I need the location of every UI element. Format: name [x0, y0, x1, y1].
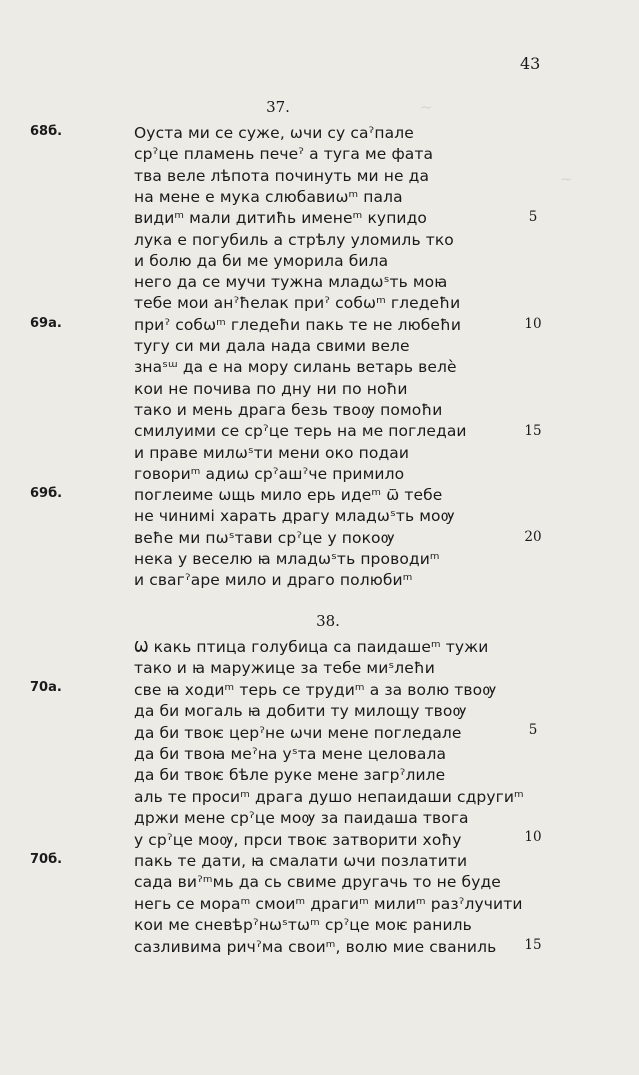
- poem-line: пакь те дати, ꙗ смалати ѡчи позлатити: [134, 852, 468, 870]
- poem-line: смилуими се срˀце терь на ме погледаи: [134, 422, 467, 441]
- poem-line: и болю да би ме уморила била: [134, 251, 389, 270]
- poem-line: Ѡ какь птица голубица са паидашеᵐ тужи: [134, 638, 489, 656]
- poem-line: него да се мучи тужна младѡˢть моꙗ: [134, 273, 448, 292]
- line-number: 5: [528, 722, 538, 738]
- poem-line: сазливима ричˀма своиᵐ, волю мие сваниль: [134, 937, 497, 956]
- bleed-through-text: ~ ~: [420, 98, 573, 188]
- line-number: 15: [524, 423, 542, 439]
- poem-line: нека у веселю ꙗ младѡˢть проводиᵐ: [134, 550, 440, 568]
- poem-line: поглеиме ѡщь мило ерь идеᵐ ѿ тебе: [134, 486, 443, 505]
- folio-marker: 69а.: [30, 316, 62, 331]
- poem-line: и праве милѡˢти мени око подаи: [134, 443, 410, 462]
- poem-line: кои не почива по дну ни по ноħи: [134, 379, 408, 398]
- poem-line: све ꙗ ходиᵐ терь се трудиᵐ а за волю твоѹ: [134, 680, 497, 699]
- poem-line: видиᵐ мали дитиħь именеᵐ купидо: [134, 209, 428, 228]
- poem-line: да би могаль ꙗ добити ту милощу твоѹ: [134, 702, 467, 721]
- page-number: 43: [520, 54, 541, 73]
- poem-number: 37.: [266, 98, 290, 116]
- poem-line: веħе ми пѡˢтави срˀце у покоѹ: [134, 528, 395, 547]
- poem-line: знаˢᵚ да е на мору силань ветарь велѐ: [134, 358, 457, 377]
- line-number: 10: [524, 829, 542, 845]
- folio-marker: 69б.: [30, 486, 63, 501]
- poem-line: Оуста ми се суже, ѡчи су саˀпале: [134, 124, 414, 142]
- poem-line: да би твоꙗ меˀна уˢта мене целовала: [134, 745, 447, 763]
- line-number: 20: [524, 529, 542, 545]
- poem-line: срˀце пламень печеˀ а туга ме фата: [134, 145, 434, 164]
- poem-line: тако и ꙗ маружице за тебе миˢлеħи: [134, 659, 435, 678]
- poem-line: лука е погубиль а стрѣлу уломиль тко: [134, 230, 454, 249]
- line-number: 10: [524, 316, 542, 332]
- poem-line: држи мене срˀце моѹ за паидаша твога: [134, 809, 469, 828]
- poem-line: кои ме сневѣрˀнѡˢтѡᵐ срˀце моѥ раниль: [134, 916, 472, 935]
- line-number: 15: [524, 937, 542, 953]
- poem-line: тва веле лѣпота починуть ми не да: [134, 166, 430, 185]
- poem-line: аль те просиᵐ драга душо непаидаши сдругиᵐ: [134, 787, 524, 806]
- poem-line: у срˀце моѹ, прси твоѥ затворити хоħу: [134, 830, 462, 849]
- poem-line: не чинимі харать драгу младѡˢть моѹ: [134, 507, 455, 526]
- poem-line: тако и мень драга безь твоѹ помоħи: [134, 400, 443, 419]
- folio-marker: 68б.: [30, 124, 63, 139]
- poem-line: негь се мораᵐ смоиᵐ драгиᵐ милиᵐ разˀлучити: [134, 894, 523, 913]
- poem-line: да би твоѥ церˀне ѡчи мене погледале: [134, 723, 462, 742]
- poem-line: на мене е мука слюбавиѡᵐ пала: [134, 187, 403, 206]
- poem-line: говориᵐ адиѡ срˀашˀче примило: [134, 464, 405, 483]
- poem-line: приˀ собѡᵐ гледеħи пакь те не любеħи: [134, 315, 462, 334]
- poem-line: сада виˀᵐмь да сь свиме другачь то не буде: [134, 873, 501, 892]
- poem-number: 38.: [316, 612, 340, 630]
- folio-marker: 70а.: [30, 680, 62, 695]
- line-number: 5: [528, 209, 538, 225]
- poem-line: тебе мои анˀħелак приˀ собѡᵐ гледеħи: [134, 294, 461, 313]
- poem-line: и свагˀаре мило и драго полюбиᵐ: [134, 571, 413, 590]
- poem-line: да би твоѥ бѣле руке мене загрˀлиле: [134, 766, 446, 785]
- poem-line: тугу си ми дала нада свими веле: [134, 337, 410, 355]
- folio-marker: 70б.: [30, 852, 63, 867]
